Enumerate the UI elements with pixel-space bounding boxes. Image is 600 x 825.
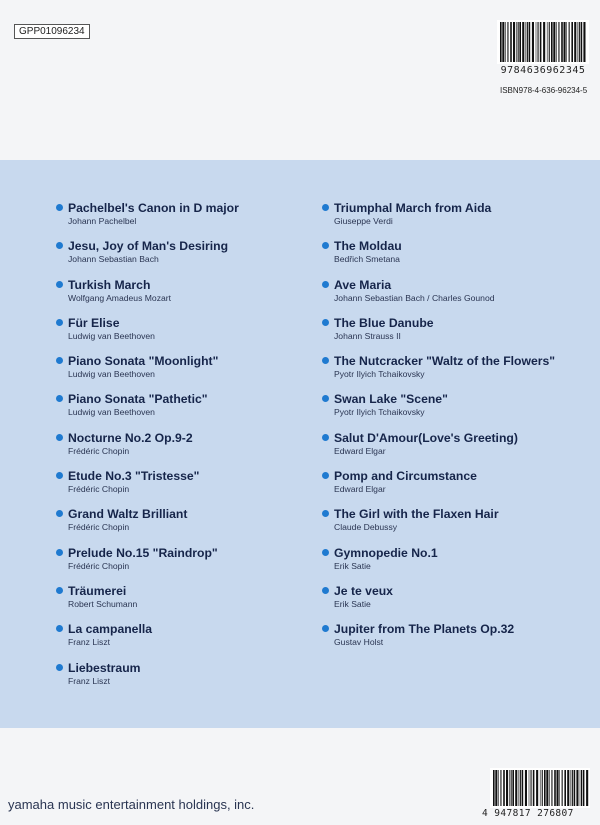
song-title: Triumphal March from Aida [334,201,492,215]
song-title: Piano Sonata "Pathetic" [68,392,208,407]
barcode-bar [578,22,579,62]
barcode-bar [558,22,559,62]
bullet-icon [322,434,329,441]
barcode-bar [532,22,534,62]
barcode-bar [571,770,572,806]
barcode-bar [527,22,528,62]
bullet-icon [56,472,63,479]
barcode-bar [493,770,495,806]
barcode-bar [536,22,537,62]
song-entry [56,277,306,315]
product-code-label: GPP01096234 [14,24,90,39]
song-list-right [322,200,592,660]
barcode-bar [533,770,535,806]
barcode-bar [574,22,576,62]
song-entry [322,468,592,506]
song-composer: Franz Liszt [68,675,111,686]
barcode-bar [500,770,501,806]
barcode-bar [542,770,543,806]
song-entry [322,545,592,583]
song-title: Träumerei [68,583,127,598]
song-entry [56,468,306,506]
isbn-text: ISBN978-4-636-96234-5 [500,86,588,95]
barcode-bar [531,770,532,806]
bullet-icon [56,319,63,326]
song-composer: Ludwig van Beethoven [68,407,155,418]
barcode-bar [586,770,588,806]
bullet-icon [322,357,329,364]
bullet-icon [56,281,63,288]
barcode-bar [554,770,556,806]
barcode-bar [574,770,576,806]
barcode-bar [512,770,514,806]
publisher-name: yamaha music entertainment holdings, inc. [8,797,255,812]
song-title: The Blue Danube [334,315,434,330]
barcode-bar [500,22,502,62]
barcode-bar [529,22,531,62]
barcode-bar [540,770,541,806]
barcode-bar [569,22,570,62]
barcode-bar [526,22,527,62]
song-title: Jupiter from The Planets Op.32 [334,622,515,637]
song-entry [56,583,306,621]
barcode-bar [506,770,508,806]
song-entry [56,315,306,353]
barcode-bar [540,22,542,62]
song-title: Salut D'Amour(Love's Greeting) [334,430,518,445]
bullet-icon [322,242,329,249]
barcode-bar [553,22,555,62]
song-entry [322,238,592,276]
song-composer: Ludwig van Beethoven [68,330,155,341]
barcode-bar [507,22,508,62]
barcode-bar [549,770,550,806]
bullet-icon [56,664,63,671]
bullet-icon [56,204,63,211]
barcode-bar [566,22,567,62]
song-title: Swan Lake "Scene" [334,392,448,407]
barcode-bar [515,770,517,806]
song-composer: Johann Pachelbel [68,216,137,226]
barcode-bar [520,770,521,806]
barcode-bar [509,770,510,806]
barcode-bar [564,22,566,62]
product-barcode-number: 4 947817 276807 [482,808,574,819]
song-entry [322,315,592,353]
barcode-bar [551,22,553,62]
barcode-bar [579,22,580,62]
song-entry [322,277,592,315]
barcode-bar [576,770,578,806]
song-composer: Bedřich Smetana [334,254,400,265]
song-title: The Moldau [334,239,402,254]
song-title: The Nutcracker "Waltz of the Flowers" [334,354,556,369]
song-entry [56,238,306,276]
barcode-bar [536,770,538,806]
barcode-bar [546,770,548,806]
song-entry [56,545,306,583]
bullet-icon [322,395,329,402]
song-composer: Gustav Holst [334,637,384,648]
song-title: Grand Waltz Brilliant [68,507,188,522]
bullet-icon [56,357,63,364]
bullet-icon [322,510,329,517]
song-title: Prelude No.15 "Raindrop" [68,545,218,560]
song-entry [56,430,306,468]
barcode-bar [549,22,550,62]
song-composer: Frédéric Chopin [68,484,130,495]
barcode-bar [571,22,573,62]
song-composer: Frédéric Chopin [68,445,130,456]
song-composer: Johann Sebastian Bach / Charles Gounod [334,292,495,303]
song-title: La campanella [68,622,152,637]
song-composer: Johann Sebastian Bach [68,254,159,265]
barcode-bar [538,22,539,62]
song-composer: Edward Elgar [334,445,386,456]
barcode-bar [498,770,499,806]
isbn-barcode [497,20,589,64]
song-title: Liebestraum [68,660,141,675]
barcode-bar [502,22,504,62]
song-composer: Robert Schumann [68,598,138,609]
song-title: Gymnopedie No.1 [334,545,438,560]
barcode-bar [567,770,569,806]
song-entry [56,506,306,544]
song-composer: Wolfgang Amadeus Mozart [68,292,172,303]
barcode-bar [529,770,530,806]
song-composer: Frédéric Chopin [68,560,130,571]
song-title: Jesu, Joy of Man's Desiring [68,239,229,254]
barcode-bar [583,770,585,806]
barcode-bar [543,22,545,62]
barcode-bar [572,770,573,806]
barcode-bar [562,770,563,806]
barcode-bar [581,770,582,806]
song-title: Piano Sonata "Moonlight" [68,354,219,369]
bullet-icon [56,625,63,632]
barcode-bar [564,770,566,806]
song-composer: Pyotr Ilyich Tchaikovsky [334,369,425,380]
song-composer: Erik Satie [334,560,371,571]
song-title: Pomp and Circumstance [334,469,477,484]
bullet-icon [56,587,63,594]
bullet-icon [322,549,329,556]
barcode-bar [495,770,497,806]
song-entry [322,621,592,659]
song-title: Nocturne No.2 Op.9-2 [68,430,193,445]
song-entry [322,353,592,391]
barcode-bar [551,770,552,806]
song-title: Ave Maria [334,277,392,292]
song-title: The Girl with the Flaxen Hair [334,507,499,522]
song-composer: Edward Elgar [334,484,386,495]
song-list-left [56,200,306,698]
song-entry [56,200,306,238]
barcode-bar [525,770,527,806]
barcode-bar [561,22,563,62]
song-composer: Erik Satie [334,598,371,609]
song-composer: Claude Debussy [334,522,398,533]
barcode-bar [511,770,512,806]
song-entry [322,391,592,429]
barcode-bar [544,770,546,806]
song-title: Pachelbel's Canon in D major [68,201,239,215]
song-composer: Johann Strauss II [334,330,401,341]
song-entry [322,506,592,544]
song-title: Je te veux [334,583,393,598]
barcode-bar [522,22,524,62]
song-entry [322,583,592,621]
song-entry [56,353,306,391]
barcode-bar [547,22,548,62]
bullet-icon [322,281,329,288]
barcode-bar [503,770,505,806]
song-entry [56,621,306,659]
song-entry [56,391,306,429]
barcode-bar [516,22,517,62]
song-title: Für Elise [68,315,120,330]
barcode-bar [513,22,515,62]
bullet-icon [56,549,63,556]
song-composer: Ludwig van Beethoven [68,369,155,380]
bullet-icon [322,625,329,632]
barcode-bar [583,22,585,62]
bullet-icon [322,319,329,326]
barcode-bar [518,22,519,62]
song-composer: Giuseppe Verdi [334,216,393,226]
song-entry [322,200,592,238]
barcode-bar [556,22,557,62]
song-entry [56,660,306,698]
barcode-bar [557,770,559,806]
isbn-barcode-number: 9784636962345 [500,65,586,76]
bullet-icon [322,587,329,594]
product-barcode [490,768,590,808]
barcode-bar [580,770,581,806]
song-composer: Pyotr Ilyich Tchaikovsky [334,407,425,418]
bullet-icon [322,472,329,479]
song-title: Etude No.3 "Tristesse" [68,469,200,484]
bullet-icon [56,242,63,249]
song-composer: Frédéric Chopin [68,522,130,533]
bullet-icon [322,204,329,211]
song-title: Turkish March [68,277,151,292]
bullet-icon [56,395,63,402]
barcode-bar [559,770,560,806]
bullet-icon [56,510,63,517]
bullet-icon [56,434,63,441]
song-composer: Franz Liszt [68,637,111,648]
barcode-bar [519,22,521,62]
song-entry [322,430,592,468]
barcode-bar [505,22,506,62]
barcode-bar [581,22,583,62]
barcode-bar [510,22,512,62]
barcode-bar [522,770,524,806]
barcode-bar [519,770,520,806]
